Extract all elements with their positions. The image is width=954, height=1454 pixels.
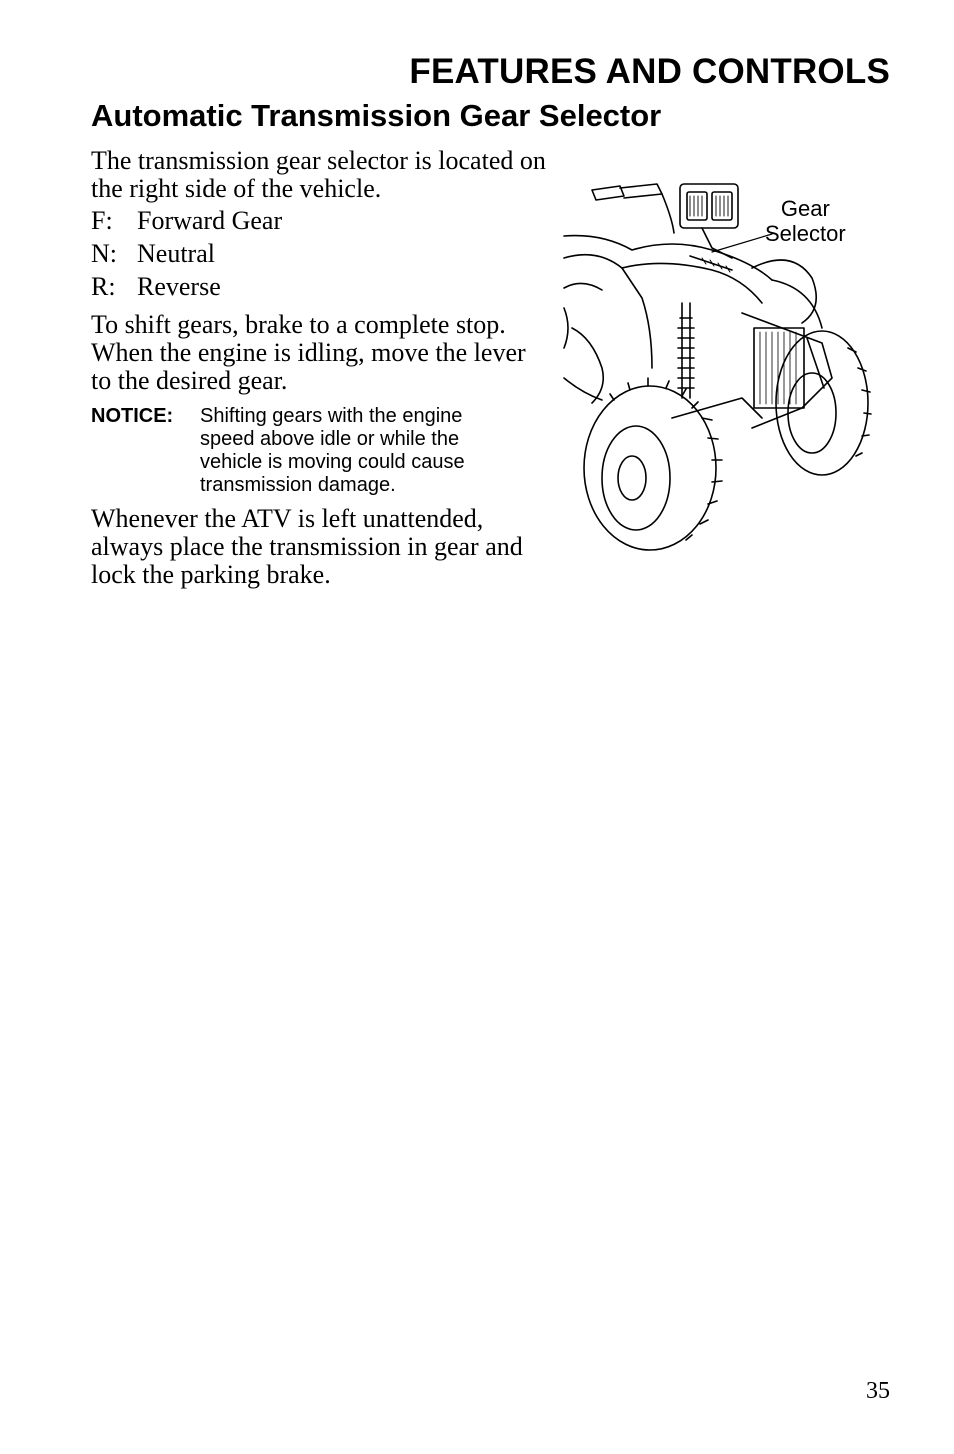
gear-item-neutral: [91, 239, 282, 272]
intro-paragraph: The transmission gear selector is located on the right side of the vehicle.: [91, 146, 546, 203]
section-title: Automatic Transmission Gear Selector: [91, 98, 662, 133]
page-number: 35: [866, 1378, 890, 1404]
callout-line-2: Selector: [765, 221, 846, 246]
gear-list: [91, 206, 282, 305]
notice-text: Shifting gears with the engine speed above idle or while the vehicle is moving could cause transmission damage.: [200, 405, 465, 496]
notice-label: NOTICE:: [91, 405, 174, 427]
unattended-paragraph: Whenever the ATV is left unattended, always place the transmission in gear and lock the parking brake.: [91, 504, 523, 589]
gear-key: N:: [91, 239, 117, 268]
notice-block: [91, 405, 520, 497]
gear-label: Neutral: [137, 239, 215, 268]
gear-item-forward: [91, 206, 282, 239]
shift-paragraph: To shift gears, brake to a complete stop. When the engine is idling, move the lever to the desired gear.: [91, 310, 526, 395]
callout-line-1: Gear: [780, 196, 830, 221]
chapter-title: FEATURES AND CONTROLS: [409, 52, 890, 91]
gear-selector-callout: [765, 196, 846, 246]
gear-label: Reverse: [137, 272, 221, 301]
gear-key: F:: [91, 206, 113, 235]
gear-item-reverse: [91, 272, 282, 305]
gear-key: R:: [91, 272, 116, 301]
gear-label: Forward Gear: [137, 206, 283, 235]
